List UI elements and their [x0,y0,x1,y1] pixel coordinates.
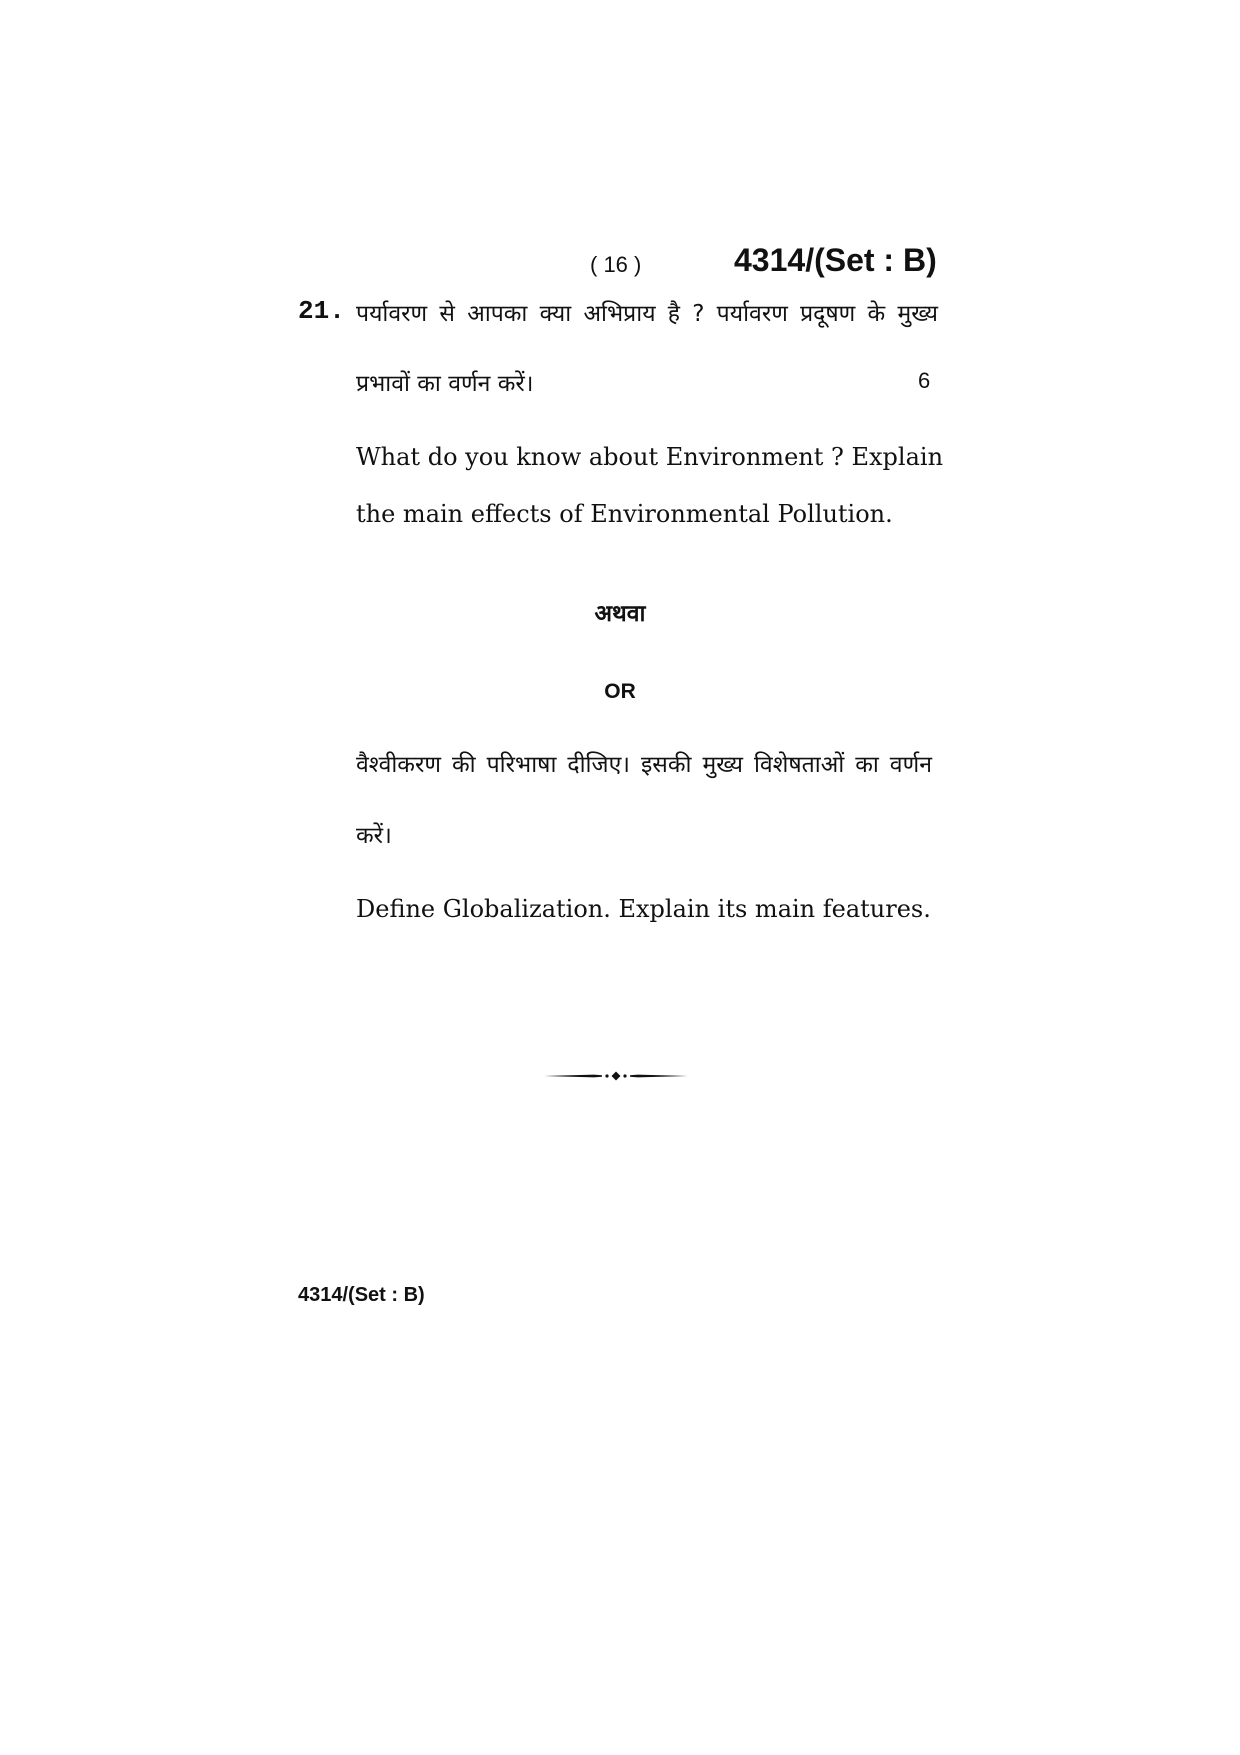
question-hindi-line-2: प्रभावों का वर्णन करें। [356,371,534,397]
question-marks: 6 [918,368,931,393]
question-number: 21. [298,296,345,326]
question-hindi-line-1: पर्यावरण से आपका क्या अभिप्राय है ? पर्यावरण प्रदूषण के मुख्य [356,301,938,327]
alternative-english: Define Globalization. Explain its main features. [356,895,931,923]
alternative-hindi-line-2: करें। [356,823,392,849]
paper-code-header: 4314/(Set : B) [734,242,937,278]
paper-code-footer: 4314/(Set : B) [298,1284,425,1306]
question-english-line-1: What do you know about Environment ? Explain [356,443,944,471]
or-english-heading: OR [604,680,636,703]
question-english-line-2: the main effects of Environmental Pollution. [356,500,893,528]
alternative-hindi-line-1: वैश्वीकरण की परिभाषा दीजिए। इसकी मुख्य विशेषताओं का वर्णन [356,752,932,778]
end-of-paper-ornament-icon [544,1069,688,1083]
or-hindi-heading: अथवा [594,601,646,627]
page-number: ( 16 ) [590,252,642,277]
